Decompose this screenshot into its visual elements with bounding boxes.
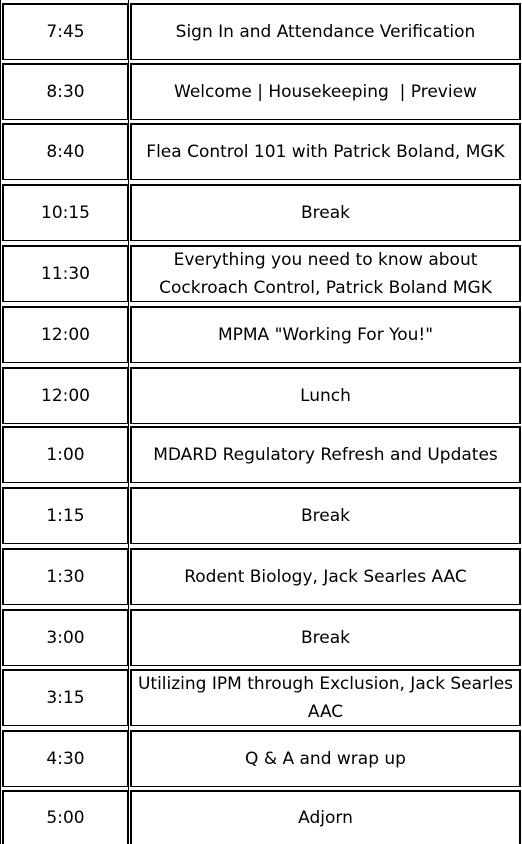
table-row — [0, 727, 522, 787]
event-cell: Adjorn — [130, 790, 521, 844]
event-cell: MDARD Regulatory Refresh and Updates — [130, 426, 521, 483]
table-row — [0, 181, 522, 241]
event-cell: Break — [130, 609, 521, 666]
table-row — [0, 0, 522, 60]
table-row — [0, 545, 522, 605]
table-row — [0, 606, 522, 666]
event-cell: Everything you need to know about Cockroach Control, Patrick Boland MGK — [130, 245, 521, 302]
table-row — [0, 60, 522, 120]
time-cell: 1:30 — [2, 548, 128, 605]
event-cell: Rodent Biology, Jack Searles AAC — [130, 548, 521, 605]
time-cell: 1:15 — [2, 487, 128, 544]
time-cell: 3:00 — [2, 609, 128, 666]
table-row — [0, 423, 522, 483]
time-cell: 10:15 — [2, 184, 128, 241]
event-cell: Break — [130, 184, 521, 241]
event-cell: Utilizing IPM through Exclusion, Jack Searles AAC — [130, 669, 521, 726]
time-cell: 12:00 — [2, 367, 128, 424]
table-row — [0, 364, 522, 424]
event-cell: Sign In and Attendance Verification — [130, 3, 521, 60]
event-cell: MPMA "Working For You!" — [130, 306, 521, 363]
table-row — [0, 787, 522, 844]
table-row — [0, 303, 522, 363]
table-row — [0, 484, 522, 544]
event-cell: Welcome | Housekeeping | Preview — [130, 63, 521, 120]
time-cell: 7:45 — [2, 3, 128, 60]
event-cell: Lunch — [130, 367, 521, 424]
time-cell: 11:30 — [2, 245, 128, 302]
time-cell: 12:00 — [2, 306, 128, 363]
time-cell: 5:00 — [2, 790, 128, 844]
event-cell: Flea Control 101 with Patrick Boland, MGK — [130, 123, 521, 180]
event-cell: Q & A and wrap up — [130, 730, 521, 787]
time-cell: 1:00 — [2, 426, 128, 483]
table-row — [0, 666, 522, 726]
event-cell: Break — [130, 487, 521, 544]
time-cell: 4:30 — [2, 730, 128, 787]
table-row — [0, 242, 522, 302]
time-cell: 8:30 — [2, 63, 128, 120]
time-cell: 3:15 — [2, 669, 128, 726]
table-row — [0, 120, 522, 180]
time-cell: 8:40 — [2, 123, 128, 180]
